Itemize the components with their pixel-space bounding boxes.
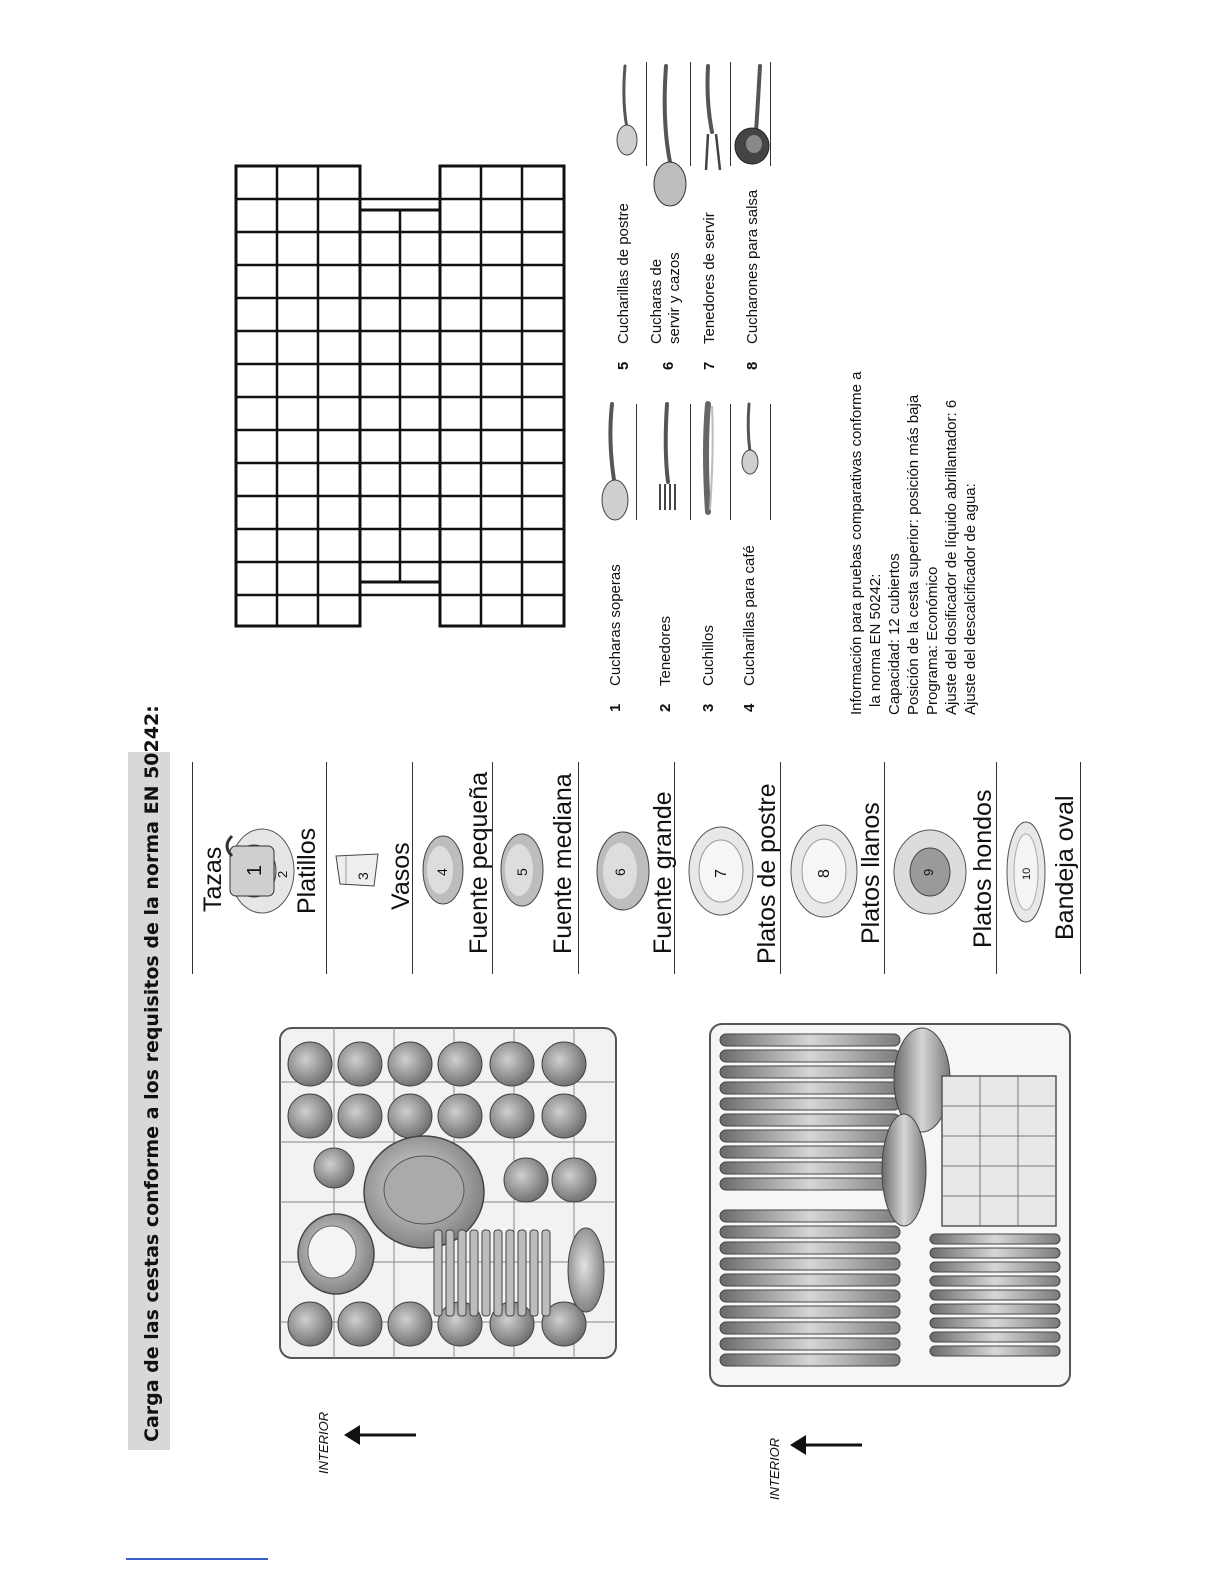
dish-number-9: 9 (921, 868, 936, 876)
cutlery-label-serving-spoons-line1: Cucharas de (648, 258, 665, 344)
page-title: Carga de las cestas conforme a los requisitos de la norma EN 50242: (141, 705, 163, 1442)
dish-divider (578, 762, 579, 974)
interior-label-upper: INTERIOR (316, 1411, 331, 1474)
dish-label-small-bowl: Fuente pequeña (465, 771, 493, 954)
test-info-line: Posición de la cesta superior: posición más baja (905, 394, 922, 715)
cutlery-divider (730, 62, 731, 166)
cutlery-label-soup-spoons: Cucharas soperas (607, 564, 624, 686)
dish-number-4: 4 (434, 868, 450, 876)
glass-icon (334, 852, 380, 888)
dish-number-10: 10 (1021, 867, 1033, 880)
dish-label-dessert-plates: Platos de postre (753, 783, 781, 964)
cutlery-number-4: 4 (741, 703, 758, 712)
cutlery-divider (646, 62, 647, 166)
footer-rule (126, 1558, 268, 1560)
test-info-line: la norma EN 50242: (867, 573, 884, 707)
dish-label-dinner-plates: Platos llanos (857, 802, 885, 944)
cutlery-number-3: 3 (700, 703, 717, 712)
upper-basket-illustration (274, 1022, 622, 1364)
cutlery-number-2: 2 (657, 703, 674, 712)
test-info-line: Capacidad: 12 cubiertos (886, 553, 903, 715)
test-info-line: Ajuste del dosificador de líquido abrillantador: 6 (943, 399, 960, 715)
lower-basket-illustration (704, 1020, 1076, 1390)
dish-number-1: 1 (244, 864, 266, 876)
cutlery-number-6: 6 (660, 361, 677, 370)
cutlery-number-1: 1 (607, 703, 624, 712)
cutlery-label-forks: Tenedores (657, 615, 674, 686)
cutlery-divider (690, 62, 691, 166)
serving-spoon-icon (650, 62, 690, 208)
cutlery-label-gravy-ladles: Cucharones para salsa (744, 189, 761, 344)
serving-fork-icon (698, 62, 728, 172)
soup-spoon-icon (598, 400, 632, 524)
cutlery-number-8: 8 (744, 361, 761, 370)
dish-label-cups: Tazas (199, 846, 227, 912)
dish-label-glasses: Vasos (387, 842, 415, 910)
dish-label-medium-bowl: Fuente mediana (549, 773, 577, 954)
cutlery-divider (636, 404, 637, 520)
arrow-up-icon (344, 1420, 418, 1450)
cutlery-divider (690, 404, 691, 520)
dish-divider (192, 762, 193, 974)
dish-divider (1080, 762, 1081, 974)
cutlery-label-coffee-spoons: Cucharillas para café (741, 545, 758, 686)
test-info-line: Información para pruebas comparativas conforme a (848, 371, 865, 715)
dish-divider (326, 762, 327, 974)
fork-icon (654, 400, 682, 514)
cutlery-label-serving-forks: Tenedores de servir (701, 212, 718, 344)
cutlery-basket-grid (232, 162, 568, 630)
dish-label-large-bowl: Fuente grande (649, 791, 677, 954)
cutlery-divider (770, 404, 771, 520)
dish-number-6: 6 (612, 868, 628, 876)
cutlery-number-7: 7 (701, 361, 718, 370)
dish-number-8: 8 (816, 869, 833, 878)
coffee-spoon-icon (738, 400, 762, 476)
test-info-line: Ajuste del descalcificador de agua: (962, 483, 979, 715)
dish-number-5: 5 (514, 868, 530, 876)
dish-number-7: 7 (713, 869, 730, 878)
test-info-line: Programa: Económico (924, 566, 941, 715)
dish-number-3: 3 (355, 872, 371, 880)
dish-label-soup-plates: Platos hondos (969, 789, 997, 948)
cutlery-number-5: 5 (615, 361, 632, 370)
dessert-spoon-icon (610, 62, 644, 158)
knife-icon (696, 400, 722, 518)
cutlery-divider (730, 404, 731, 520)
arrow-up-icon-lower (790, 1430, 864, 1460)
dish-label-oval-tray: Bandeja oval (1051, 795, 1079, 940)
cutlery-label-knives: Cuchillos (700, 625, 717, 686)
cutlery-label-dessert-spoons: Cucharillas de postre (615, 203, 632, 344)
test-info (847, 295, 980, 715)
dish-label-saucers: Platillos (293, 827, 321, 914)
gravy-ladle-icon (732, 62, 772, 166)
interior-label-lower: INTERIOR (767, 1437, 782, 1500)
dish-number-2: 2 (275, 870, 290, 878)
cutlery-label-serving-spoons-line2: servir y cazos (666, 252, 683, 344)
